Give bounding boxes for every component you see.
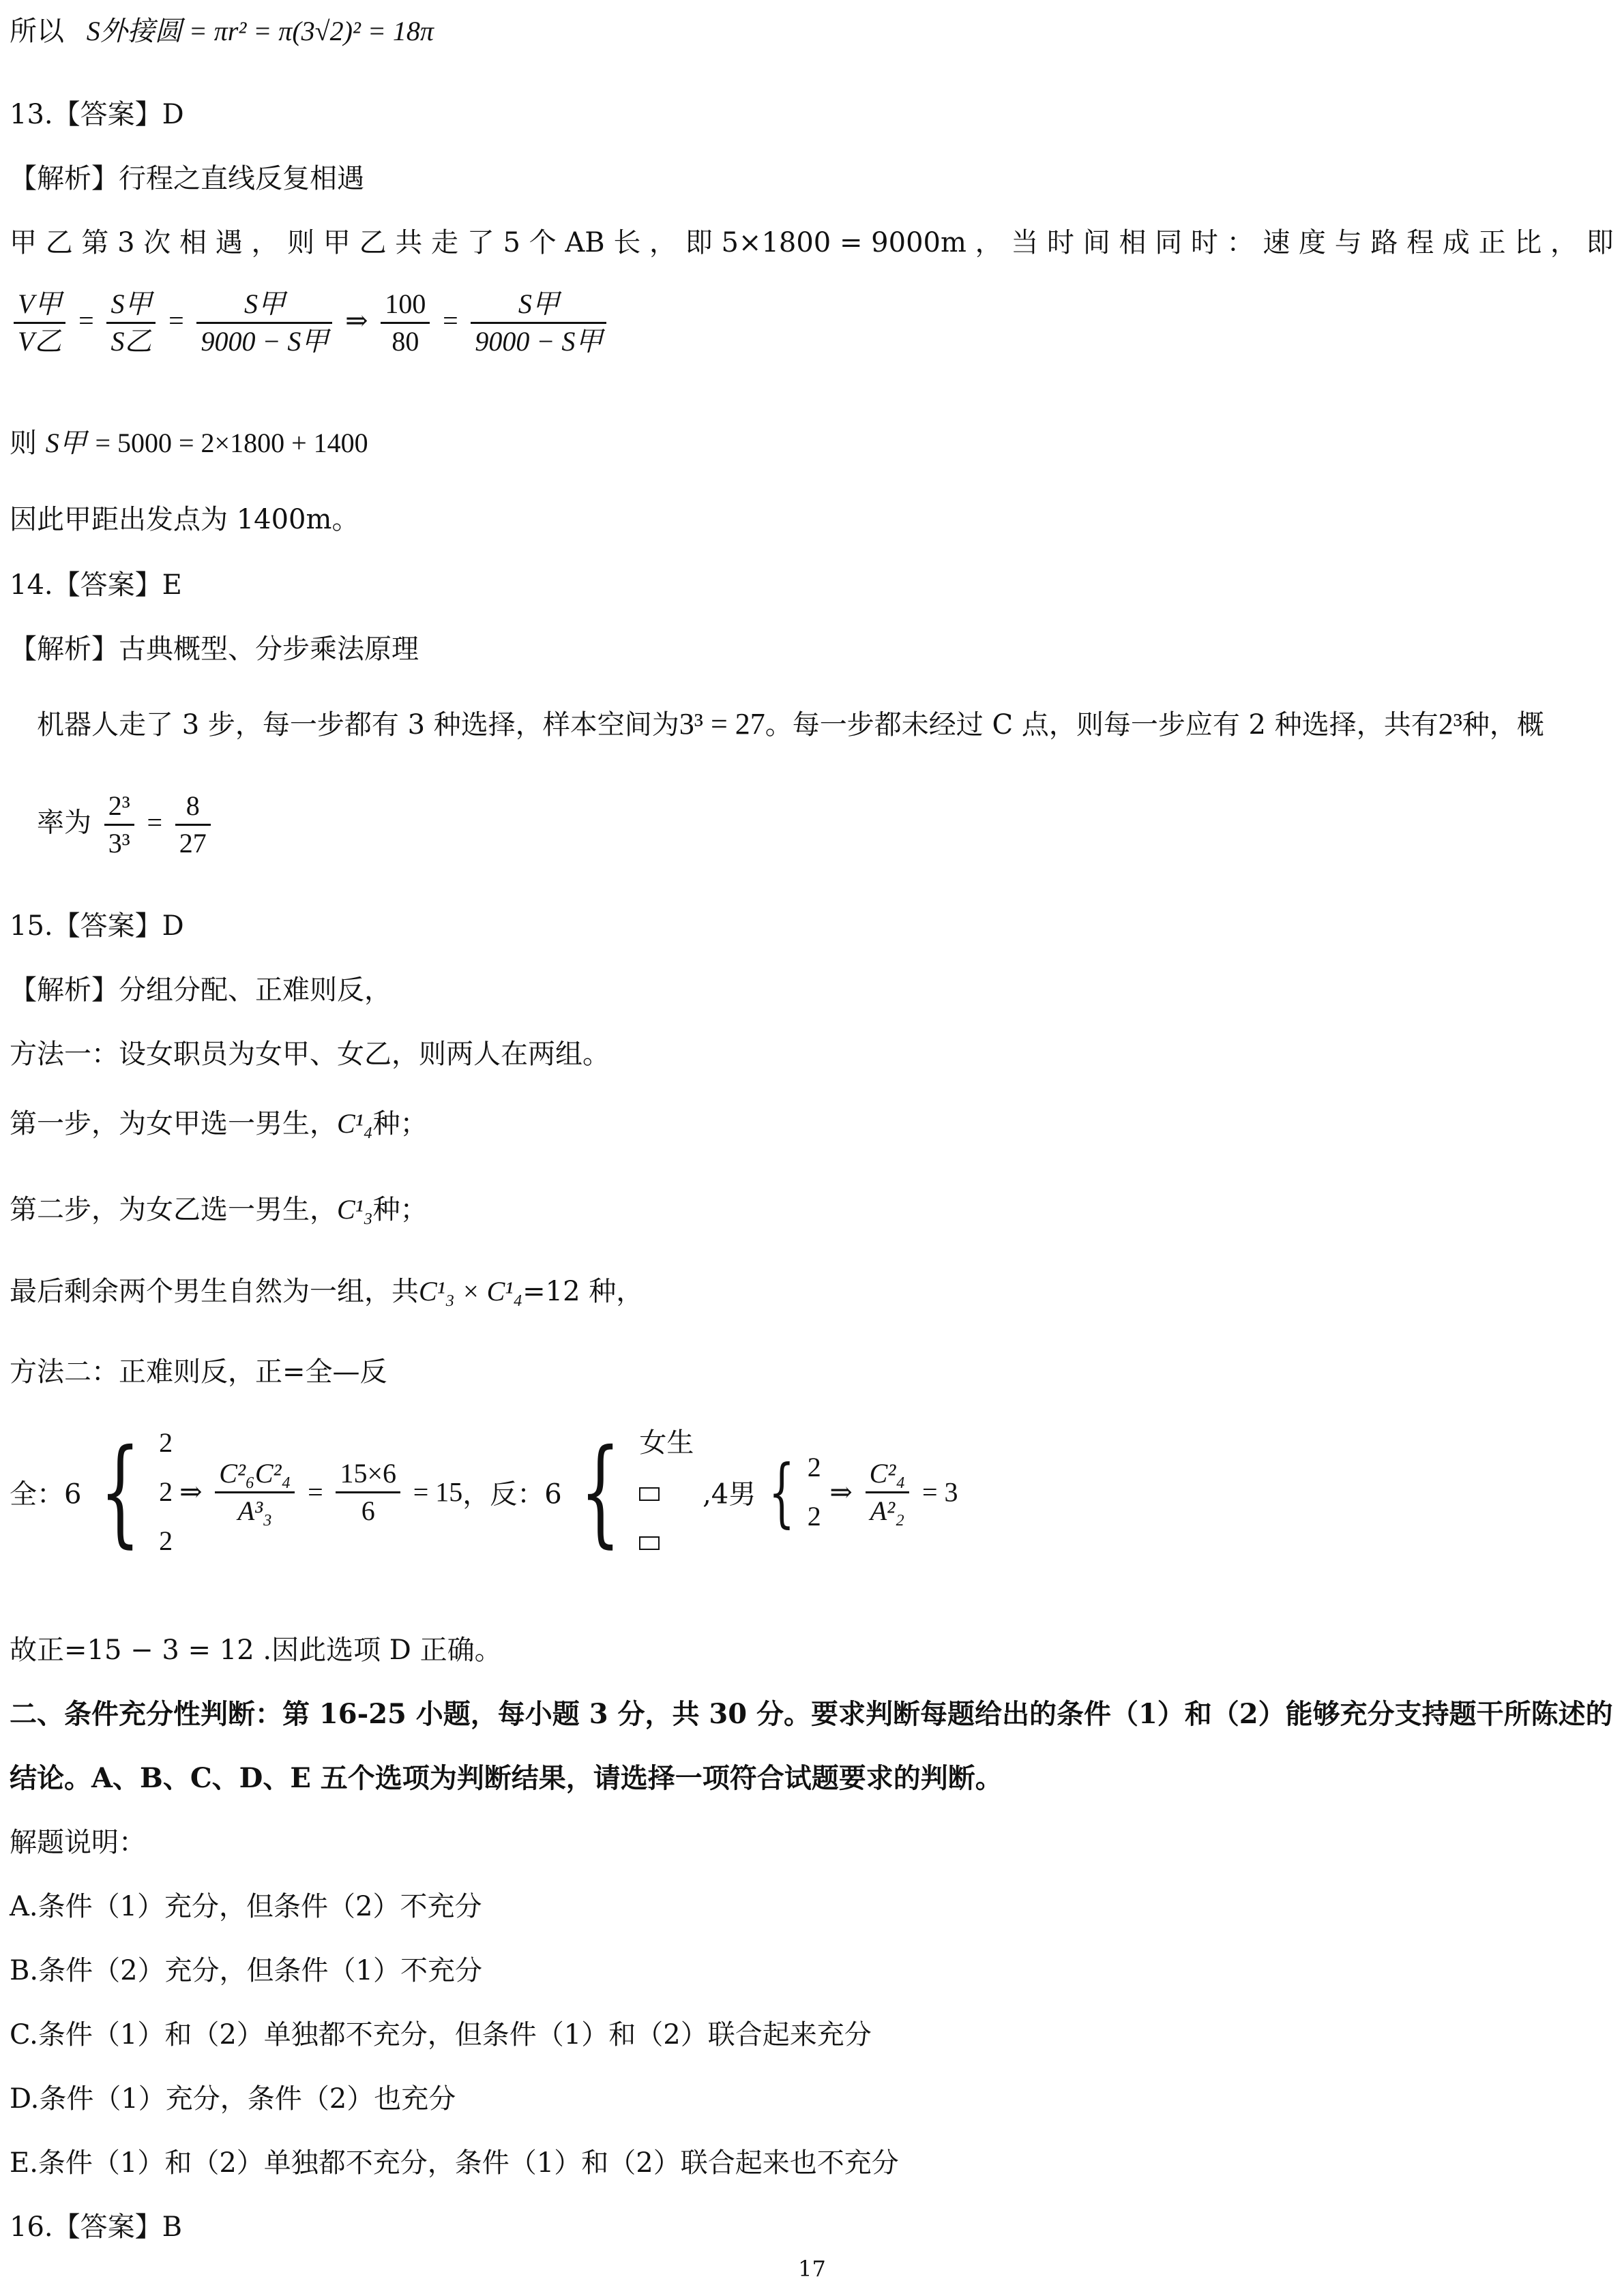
full-stack: 2 2 ⇒ 2 <box>159 1427 203 1556</box>
analysis-13: 【解析】行程之直线反复相遇 <box>10 163 364 194</box>
page-number: 17 <box>798 2256 826 2282</box>
method-2: 方法二：正难则反，正=全—反 <box>10 1356 387 1388</box>
math-circle-area: S外接圆 = πr² = π(3√2)² = 18π <box>86 16 434 46</box>
answer-15: 15.【答案】D <box>10 910 184 942</box>
option-c: C.条件（1）和（2）单独都不充分，但条件（1）和（2）联合起来充分 <box>10 2019 872 2051</box>
method-1: 方法一：设女职员为女甲、女乙，则两人在两组。 <box>10 1039 610 1070</box>
step-3: 最后剩余两个男生自然为一组，共C¹₃ × C¹₄=12 种， <box>10 1276 644 1307</box>
answer-13: 13.【答案】D <box>10 99 184 130</box>
equation-ratio: $\frac{\text{V甲}}{\text{V乙}}$ = $\frac{\text{S甲}}{\text{S乙}}$ = $\frac{\text{S甲}}{\text{9000 − S甲}}$ ⇒ $\frac{100}{80}$ = $\frac{\text{S甲}}{\text{9000 − S甲}}$ <box>10 286 610 359</box>
line-s-jia: 则 S甲 = 5000 = 2×1800 + 1400 <box>10 428 368 459</box>
paragraph-meeting: 甲 乙 第 3 次 相 遇 ， 则 甲 乙 共 走 了 5 个 AB 长 ， 即 5×1800 = 9000m ， 当 时 间 相 同 时 ： 速 度 与 路 程 成 正 比 ， 即 <box>10 227 1614 258</box>
placeholder-box-icon <box>639 1487 660 1501</box>
frac-prob-result: $\frac{8}{27}$ <box>175 788 211 861</box>
frac-prob: $\frac{\text{2³}}{\text{3³}}$ <box>104 788 134 861</box>
rev-pair: 2 2 <box>807 1452 821 1532</box>
frac-b: $\frac{100}{80}$ <box>381 286 430 359</box>
step-2: 第二步，为女乙选一男生，C¹₃种； <box>10 1194 428 1225</box>
frac-c: $\frac{\text{S甲}}{\text{9000 − S甲}}$ <box>471 286 606 359</box>
frac-rev: $\frac{\text{C²₄}}{\text{A²₂}}$ <box>866 1456 910 1529</box>
option-d: D.条件（1）充分，条件（2）也充分 <box>10 2083 456 2115</box>
line-robot: 机器人走了 3 步，每一步都有 3 种选择，样本空间为3³ = 27。每一步都未经过 C 点，则每一步应有 2 种选择，共有2³种，概 <box>37 707 1544 741</box>
rev-stack: 女生 <box>639 1418 694 1566</box>
answer-14: 14.【答案】E <box>10 569 182 601</box>
frac-s: $\frac{\text{S甲}}{\text{S乙}}$ <box>106 286 156 359</box>
analysis-14: 【解析】古典概型、分步乘法原理 <box>10 633 419 665</box>
option-e: E.条件（1）和（2）单独都不充分，条件（1）和（2）联合起来也不充分 <box>10 2147 899 2179</box>
section-2-heading: 二、条件充分性判断：第 16-25 小题，每小题 3 分，共 30 分。要求判断每题给出的条件（1）和（2）能够充分支持题干所陈述的 <box>10 1698 1613 1730</box>
frac-full: $\frac{\text{C²₆C²₄}}{\text{A³₃}}$ <box>215 1456 295 1529</box>
frac-v: $\frac{\text{V甲}}{\text{V乙}}$ <box>14 286 65 359</box>
answer-16: 16.【答案】B <box>10 2211 183 2243</box>
instructions-title: 解题说明： <box>10 1827 146 1858</box>
placeholder-box-icon <box>639 1536 660 1550</box>
analysis-15: 【解析】分组分配、正难则反， <box>10 974 392 1006</box>
section-2-heading-cont: 结论。A、B、C、D、E 五个选项为判断结果，请选择一项符合试题要求的判断。 <box>10 1762 1003 1794</box>
frac-full2: $\frac{15\times 6}{6}$ <box>336 1456 400 1529</box>
equation-full-reverse: 全：6 { 2 2 ⇒ 2 $\frac{\text{C²₆C²₄}}{\text{A³₃}}$ = $\frac{15\times 6}{6}$ = 15，反：6 { 女生 ,4男 { 2 2 ⇒ $\frac{\text{C²₄}}{\text{A²₂}}$ = 3 <box>10 1418 958 1609</box>
step-1: 第一步，为女甲选一男生，C¹₄种； <box>10 1108 428 1139</box>
line-circle-area <box>10 15 434 48</box>
option-a: A.条件（1）充分，但条件（2）不充分 <box>10 1891 482 1922</box>
text-suoyi: 所以 <box>10 16 64 47</box>
conclusion-15: 故正=15 − 3 = 12 .因此选项 D 正确。 <box>10 1635 502 1666</box>
line-probability: 率为 $\frac{\text{2³}}{\text{3³}}$ = $\frac{8}{27}$ <box>37 788 215 861</box>
line-distance: 因此甲距出发点为 1400m。 <box>10 504 359 535</box>
frac-a: $\frac{\text{S甲}}{\text{9000 − S甲}}$ <box>196 286 332 359</box>
option-b: B.条件（2）充分，但条件（1）不充分 <box>10 1955 483 1986</box>
